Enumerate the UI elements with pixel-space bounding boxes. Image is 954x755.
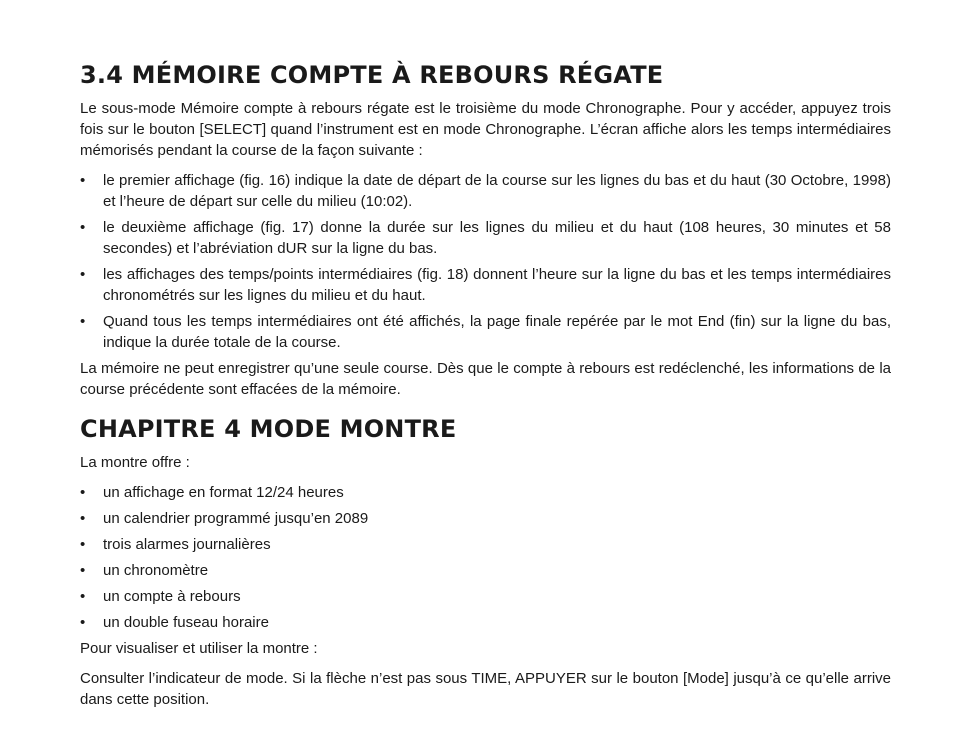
usage-instruction-paragraph: Consulter l’indicateur de mode. Si la flèche n’est pas sous TIME, APPUYER sur le bouton [Mode] jusqu’à ce qu’elle arrive dans cette position. xyxy=(80,670,891,708)
list-item-text: un calendrier programmé jusqu’en 2089 xyxy=(103,510,369,527)
section-heading-3-4: 3.4 MÉMOIRE COMPTE À REBOURS RÉGATE xyxy=(80,61,664,89)
chapter-intro-paragraph: La montre offre : xyxy=(80,454,190,471)
list-item xyxy=(80,170,891,212)
bullet-marker: • xyxy=(80,266,86,283)
document-page xyxy=(80,60,891,719)
features-bullet-list xyxy=(80,482,891,633)
display-bullet-list xyxy=(80,170,891,353)
bullet-marker: • xyxy=(80,219,86,236)
chapter-heading-4: CHAPITRE 4 MODE MONTRE xyxy=(80,415,457,443)
bullet-marker: • xyxy=(80,172,86,189)
bullet-marker: • xyxy=(80,313,86,330)
list-item xyxy=(80,311,891,353)
list-item xyxy=(80,217,891,259)
list-item xyxy=(80,508,891,529)
list-item-text: Quand tous les temps intermédiaires ont été affichés, la page finale repérée par le mot End (fin) sur la ligne du bas, indique la durée totale de la course. xyxy=(103,313,891,351)
bullet-marker: • xyxy=(80,510,86,527)
list-item xyxy=(80,264,891,306)
list-item xyxy=(80,586,891,607)
section-intro-paragraph: Le sous-mode Mémoire compte à rebours régate est le troisième du mode Chronographe. Pour y accéder, appuyez trois fois sur le bouton [SELECT] quand l’instrument est en mode Chronographe. L’écran affiche alors les temps intermédiaires mémorisés pendant la course de la façon suivante : xyxy=(80,100,891,159)
bullet-marker: • xyxy=(80,614,86,631)
list-item xyxy=(80,482,891,503)
list-item xyxy=(80,612,891,633)
list-item-text: trois alarmes journalières xyxy=(103,536,271,553)
list-item-text: le deuxième affichage (fig. 17) donne la durée sur les lignes du milieu et du haut (108 heures, 30 minutes et 58 secondes) et l’abréviation dUR sur la ligne du bas. xyxy=(103,219,891,257)
list-item-text: un affichage en format 12/24 heures xyxy=(103,484,344,501)
list-item-text: un chronomètre xyxy=(103,562,209,579)
bullet-marker: • xyxy=(80,588,86,605)
usage-intro-paragraph: Pour visualiser et utiliser la montre : xyxy=(80,640,318,657)
list-item-text: le premier affichage (fig. 16) indique la date de départ de la course sur les lignes du bas et du haut (30 Octobre, 1998) et l’heure de départ sur celle du milieu (10:02). xyxy=(103,172,891,210)
bullet-marker: • xyxy=(80,536,86,553)
memory-note-paragraph: La mémoire ne peut enregistrer qu’une seule course. Dès que le compte à rebours est redéclenché, les informations de la course précédente sont effacées de la mémoire. xyxy=(80,360,891,398)
list-item-text: un double fuseau horaire xyxy=(103,614,269,631)
list-item xyxy=(80,560,891,581)
bullet-marker: • xyxy=(80,484,86,501)
list-item xyxy=(80,534,891,555)
bullet-marker: • xyxy=(80,562,86,579)
list-item-text: un compte à rebours xyxy=(103,588,241,605)
list-item-text: les affichages des temps/points intermédiaires (fig. 18) donnent l’heure sur la ligne du bas et les temps intermédiaires chronométrés sur les lignes du milieu et du haut. xyxy=(103,266,891,304)
